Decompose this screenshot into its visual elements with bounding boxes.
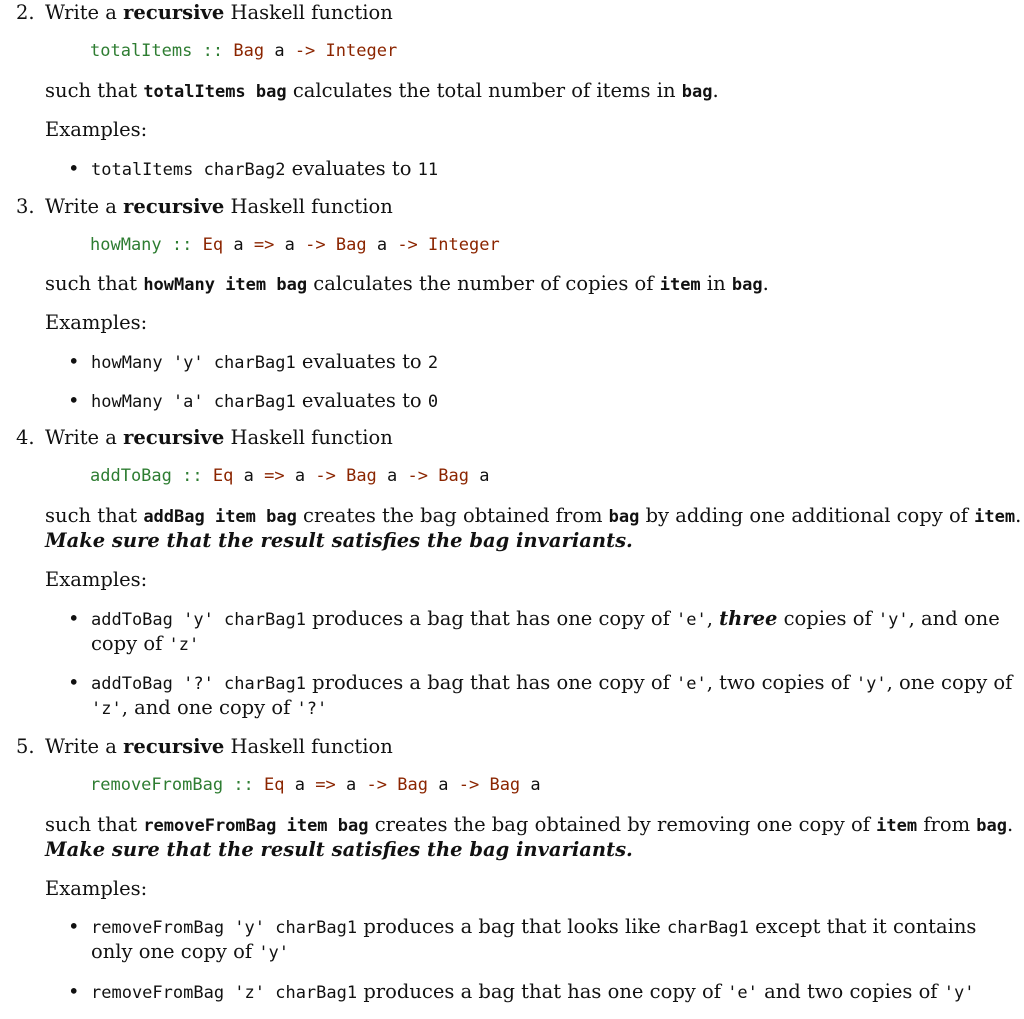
sig-colons: :: [202,41,224,61]
bullet-icon: • [68,350,80,373]
q2-number: 2. [16,1,35,24]
q3-number: 3. [16,195,35,218]
q2-bold: recursive [123,1,225,24]
desc-text: . [712,79,719,102]
assignment-page: 2. Write a recursive Haskell function totalItems :: Bag a -> Integer such that totalItems bag calculates the total number of items in bag. Examples: • totalItems charBag2 evaluates to 11 3. Write a recursive Haskell function howMany :: Eq a => a -> Bag a -> Integer such that howMany item bag calculates the number of copies of item in bag. Examples: • howMany 'y' charBag1 evaluates to 2 • howMany 'a' charBag1 evaluates to 0 4. Write a recursive Haskell function addToBag :: Eq a => a -> Bag a -> Bag a such that addBag item bag creates the bag obtained from bag by adding one additional copy of item. Make sure that the result satisfies the bag invariants. Examples: • addToBag 'y' charBag1 produces a bag that has one copy of 'e', three copies of 'y', and one copy of 'z' • addToBag '?' charBag1 produces a bag that has one copy of 'e', two copies of 'y', one copy of 'z', and one copy of '?' 5. Write a recursive Haskell function removeFromBag :: Eq a => a -> Bag a -> Bag a such that removeFromBag item bag creates the bag obtained by removing one copy of item from bag. Make sure that the result satisfies the bag invariants. Examples: • removeFromBag 'y' charBag1 produces a bag that looks like charBag1 except that it contains only one copy of 'y' • removeFromBag 'z' charBag1 produces a bag that has one copy of 'e' and two copies of 'y' [16,1,1022,1003]
desc-text: calculates the total number of items in [292,79,676,102]
bullet-icon: • [68,157,80,180]
example-text: evaluates to [291,157,412,180]
bullet-icon: • [68,980,80,1003]
q5-number: 5. [16,735,35,758]
sig-arrow: -> [294,41,316,61]
bullet-icon: • [68,607,80,630]
sig-fn: totalItems [90,41,193,61]
desc-code: totalItems bag [143,82,287,102]
example-code: 11 [417,160,439,180]
bullet-icon: • [68,915,80,938]
bullet-icon: • [68,671,80,694]
desc-code: bag [681,82,713,102]
sig-type: Bag [233,41,265,61]
sig-var: a [274,41,285,61]
example-code: totalItems charBag2 [91,160,286,180]
q4-number: 4. [16,426,35,449]
bullet-icon: • [68,389,80,412]
q2-pre: Write a [45,1,117,24]
sig-type: Integer [325,41,398,61]
q2-post: Haskell function [230,1,393,24]
desc-text: such that [45,79,138,102]
